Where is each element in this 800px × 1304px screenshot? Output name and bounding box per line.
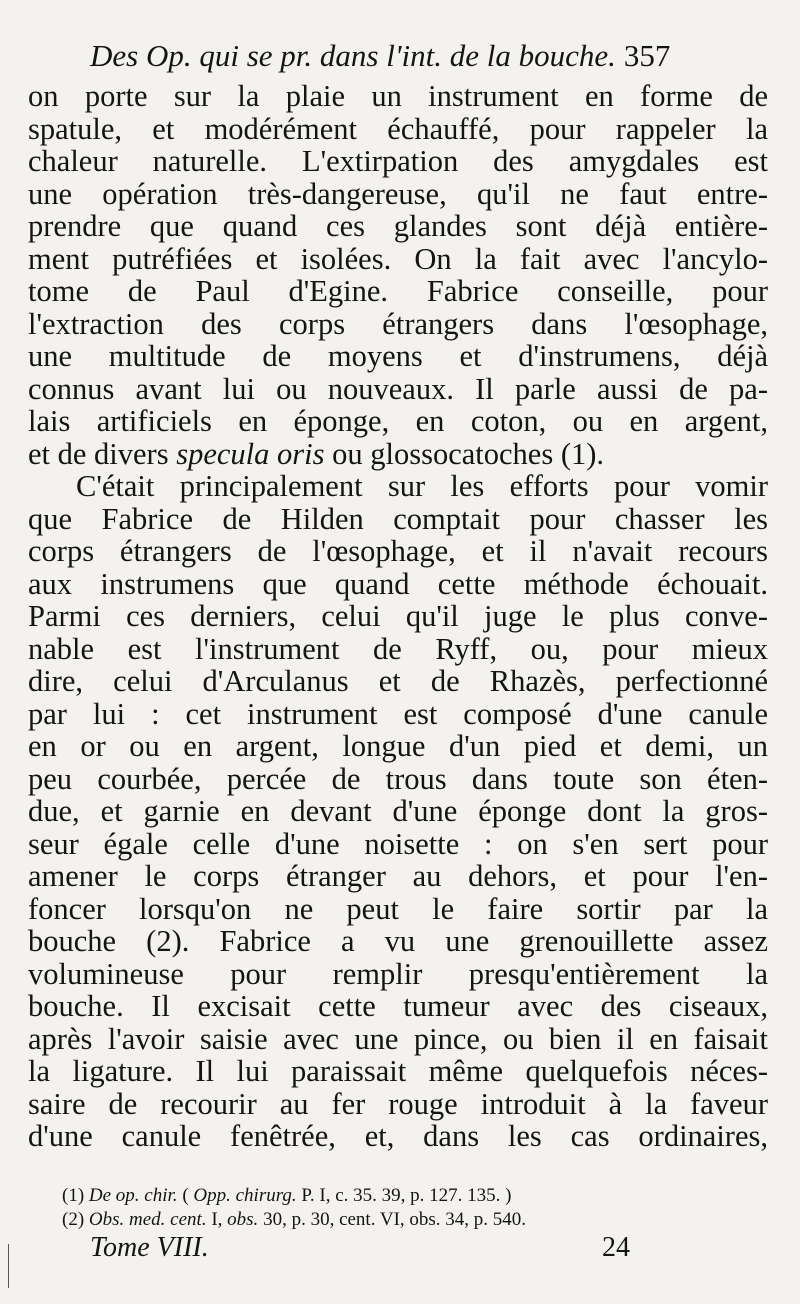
footnote-2 (62, 1208, 712, 1232)
text-line: foncer lorsqu'on ne peut le faire sortir par la (28, 891, 768, 926)
text-line: Parmi ces derniers, celui qu'il juge le plus conve- (28, 599, 768, 633)
text-line: une multitude de moyens et d'instrumens, déjà (28, 339, 768, 373)
text-line (28, 438, 768, 471)
text-line: nable est l'instrument de Ryff, ou, pour mieux (28, 631, 768, 666)
body-text (28, 80, 768, 1153)
text-line: aux instrumens que quand cette méthode échouait. (28, 566, 768, 601)
text-line: après l'avoir saisie avec une pince, ou bien il en faisait (28, 1021, 768, 1056)
text-line: tome de Paul d'Egine. Fabrice conseille, pour (28, 274, 768, 308)
text-line: chaleur naturelle. L'extirpation des amygdales est (28, 144, 768, 178)
footnote-source-alt: Opp. chirurg. (193, 1185, 297, 1206)
page-number: 357 (623, 38, 671, 73)
text-line: lais artificiels en éponge, en coton, ou en argent, (28, 404, 768, 438)
running-head (90, 38, 770, 74)
line-segment: ou glossocatoches (1). (324, 436, 605, 471)
text-line: saire de recourir au fer rouge introduit à la faveur (28, 1086, 768, 1121)
text-line: que Fabrice de Hilden comptait pour chasser les (28, 501, 768, 536)
text-line: connus avant lui ou nouveaux. Il parle aussi de pa- (28, 371, 768, 406)
running-title: Des Op. qui se pr. dans l'int. de la bouche. (90, 38, 616, 73)
footnote-source: Obs. med. cent. (88, 1209, 207, 1230)
footnote-1 (62, 1184, 712, 1208)
text-line: d'une canule fenêtrée, et, dans les cas ordinaires, (28, 1119, 768, 1153)
text-line: bouche. Il excisait cette tumeur avec des ciseaux, (28, 989, 768, 1023)
footnote-source: De op. chir. (88, 1185, 178, 1206)
italic-term: specula oris (176, 436, 325, 471)
text-line: une opération très-dangereuse, qu'il ne faut entre- (28, 176, 768, 211)
line-segment: et de divers (28, 436, 177, 471)
text-line: spatule, et modérément échauffé, pour rappeler la (28, 111, 768, 146)
margin-mark (8, 1244, 9, 1288)
text-line: corps étrangers de l'œsophage, et il n'avait recours (28, 534, 768, 568)
text-line: par lui : cet instrument est composé d'une canule (28, 696, 768, 731)
text-line: volumineuse pour remplir presqu'entièrement la (28, 956, 768, 991)
text-line: C'était principalement sur les efforts pour vomir (76, 469, 768, 503)
footnotes (62, 1184, 712, 1232)
text-line: l'extraction des corps étrangers dans l'œsophage, (28, 306, 768, 341)
text-line: la ligature. Il lui paraissait même quelquefois néces- (28, 1054, 768, 1088)
signature-line (90, 1232, 630, 1264)
footnote-ref: P. I, c. 35. 39, p. 127. 135. ) (296, 1185, 512, 1206)
text-line: prendre que quand ces glandes sont déjà entière- (28, 209, 768, 243)
footnote-sep: ( (177, 1185, 194, 1206)
text-line: ment putréfiées et isolées. On la fait avec l'ancylo- (28, 241, 768, 276)
volume-title: Tome VIII. (90, 1232, 209, 1263)
text-line: peu courbée, percée de trous dans toute son éten- (28, 761, 768, 796)
footnote-mark: (1) (62, 1185, 85, 1206)
text-line: amener le corps étranger au dehors, et pour l'en- (28, 859, 768, 893)
footnote-sep: I, (206, 1209, 228, 1230)
text-line: due, et garnie en devant d'une éponge dont la gros- (28, 794, 768, 828)
text-line: en or ou en argent, longue d'un pied et demi, un (28, 729, 768, 763)
footnote-source-alt: obs. (227, 1209, 259, 1230)
text-line: seur égale celle d'une noisette : on s'en sert pour (28, 826, 768, 861)
footnote-ref: 30, p. 30, cent. VI, obs. 34, p. 540. (258, 1209, 527, 1230)
footnote-mark: (2) (62, 1209, 85, 1230)
text-line: on porte sur la plaie un instrument en forme de (28, 79, 768, 113)
text-line: dire, celui d'Arculanus et de Rhazès, perfectionné (28, 664, 768, 698)
text-line: bouche (2). Fabrice a vu une grenouillette assez (28, 924, 768, 958)
signature-mark: 24 (602, 1232, 630, 1263)
